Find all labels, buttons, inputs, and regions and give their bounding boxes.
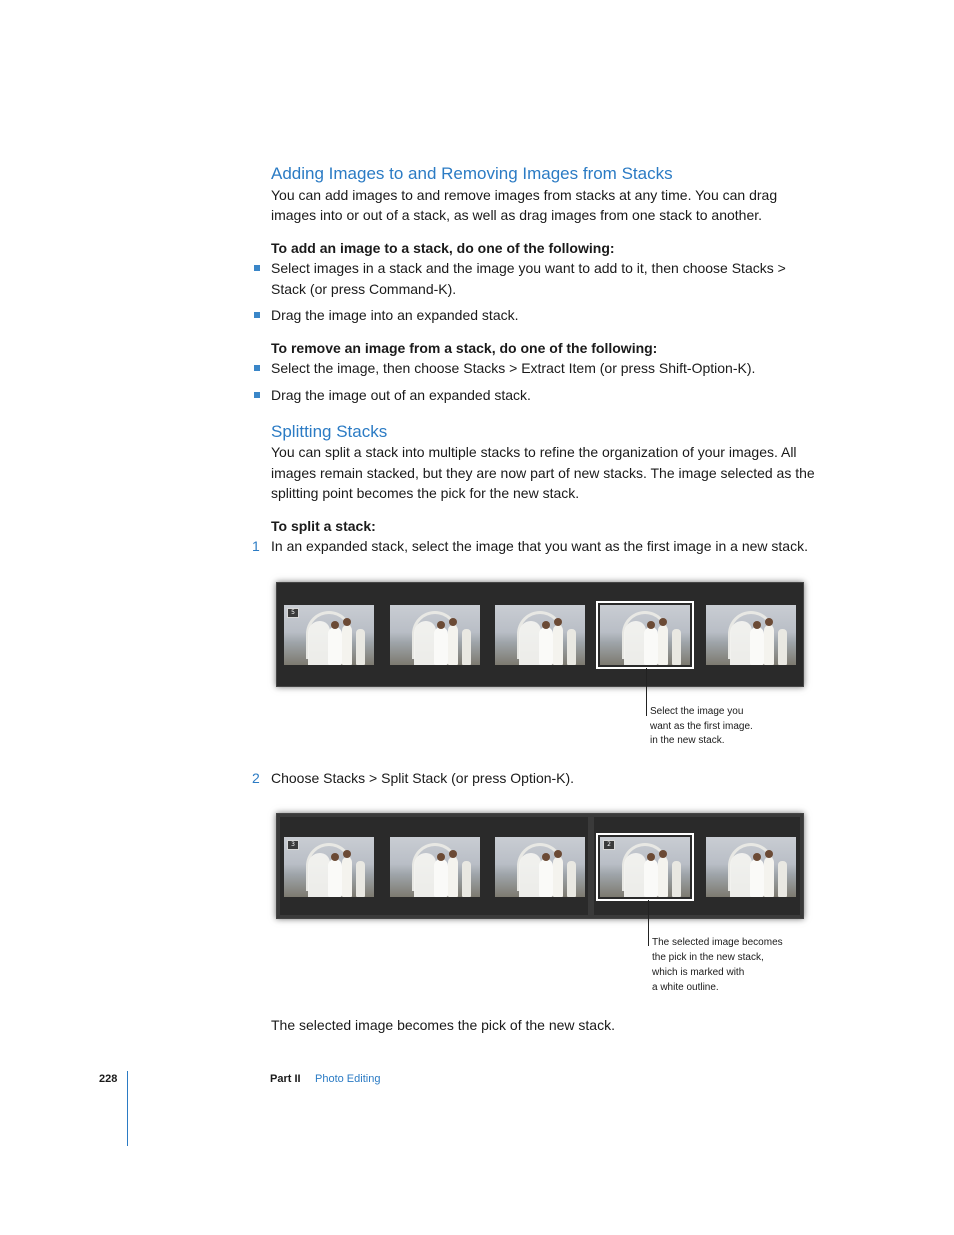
stack-strip-before (276, 582, 804, 687)
bullet-icon (254, 392, 260, 398)
page-number: 228 (99, 1073, 118, 1085)
remove-task-title: To remove an image from a stack, do one of the following: (271, 340, 658, 356)
footer-part: Part II (270, 1073, 301, 1085)
selected-thumbnail[interactable] (600, 605, 690, 665)
split-intro-line-2: images remain stacked, but they are now part of new stacks. The image selected as the (271, 465, 815, 481)
add-item-1-line-1: Select images in a stack and the image you want to add to it, then choose Stacks > (271, 260, 786, 276)
bullet-icon (254, 312, 260, 318)
stack-thumbnail[interactable] (495, 605, 585, 665)
stack-thumbnail[interactable] (284, 837, 374, 897)
footer-part-title: Photo Editing (315, 1073, 381, 1085)
split-task-title: To split a stack: (271, 518, 376, 534)
callout-line (646, 668, 647, 716)
bullet-icon (254, 365, 260, 371)
stack-strip-after (276, 813, 804, 919)
step-number-2: 2 (252, 770, 260, 786)
result-text: The selected image becomes the pick of the new stack. (271, 1017, 615, 1033)
split-intro-line-1: You can split a stack into multiple stacks to refine the organization of your images. All (271, 444, 797, 460)
figure1-caption-line-2: want as the first image. (650, 721, 753, 732)
stack-thumbnail[interactable] (495, 837, 585, 897)
step-1-text: In an expanded stack, select the image that you want as the first image in a new stack. (271, 538, 808, 554)
pick-thumbnail[interactable] (600, 837, 690, 897)
figure2-caption-line-4: a white outline. (652, 982, 719, 993)
intro-line-1: You can add images to and remove images from stacks at any time. You can drag (271, 187, 778, 203)
section-heading-adding: Adding Images to and Removing Images from Stacks (271, 164, 673, 183)
stack-count-badge: 2 (603, 840, 615, 850)
figure1-caption-line-1: Select the image you (650, 706, 744, 717)
step-2-text: Choose Stacks > Split Stack (or press Option-K). (271, 770, 575, 786)
stack-count-badge: 5 (287, 608, 299, 618)
bullet-icon (254, 265, 260, 271)
add-item-2: Drag the image into an expanded stack. (271, 307, 519, 323)
remove-item-1: Select the image, then choose Stacks > Extract Item (or press Shift-Option-K). (271, 360, 756, 376)
figure2-caption-line-1: The selected image becomes (652, 937, 783, 948)
stack-thumbnail[interactable] (284, 605, 374, 665)
stack-thumbnail[interactable] (390, 605, 480, 665)
stack-thumbnail[interactable] (706, 837, 796, 897)
footer-rule (127, 1071, 128, 1146)
stack-count-badge: 3 (287, 840, 299, 850)
step-number-1: 1 (252, 538, 260, 554)
remove-item-2: Drag the image out of an expanded stack. (271, 387, 531, 403)
add-item-1-line-2: Stack (or press Command-K). (271, 281, 457, 297)
split-intro-line-3: splitting point becomes the pick for the new stack. (271, 485, 580, 501)
stack-thumbnail[interactable] (390, 837, 480, 897)
figure1-caption-line-3: in the new stack. (650, 735, 725, 746)
callout-line (648, 900, 649, 946)
section-heading-splitting: Splitting Stacks (271, 422, 388, 441)
figure2-caption-line-2: the pick in the new stack, (652, 952, 764, 963)
figure2-caption-line-3: which is marked with (652, 967, 745, 978)
stack-thumbnail[interactable] (706, 605, 796, 665)
intro-line-2: images into or out of a stack, as well as drag images from one stack to another. (271, 207, 763, 223)
add-task-title: To add an image to a stack, do one of the following: (271, 240, 615, 256)
